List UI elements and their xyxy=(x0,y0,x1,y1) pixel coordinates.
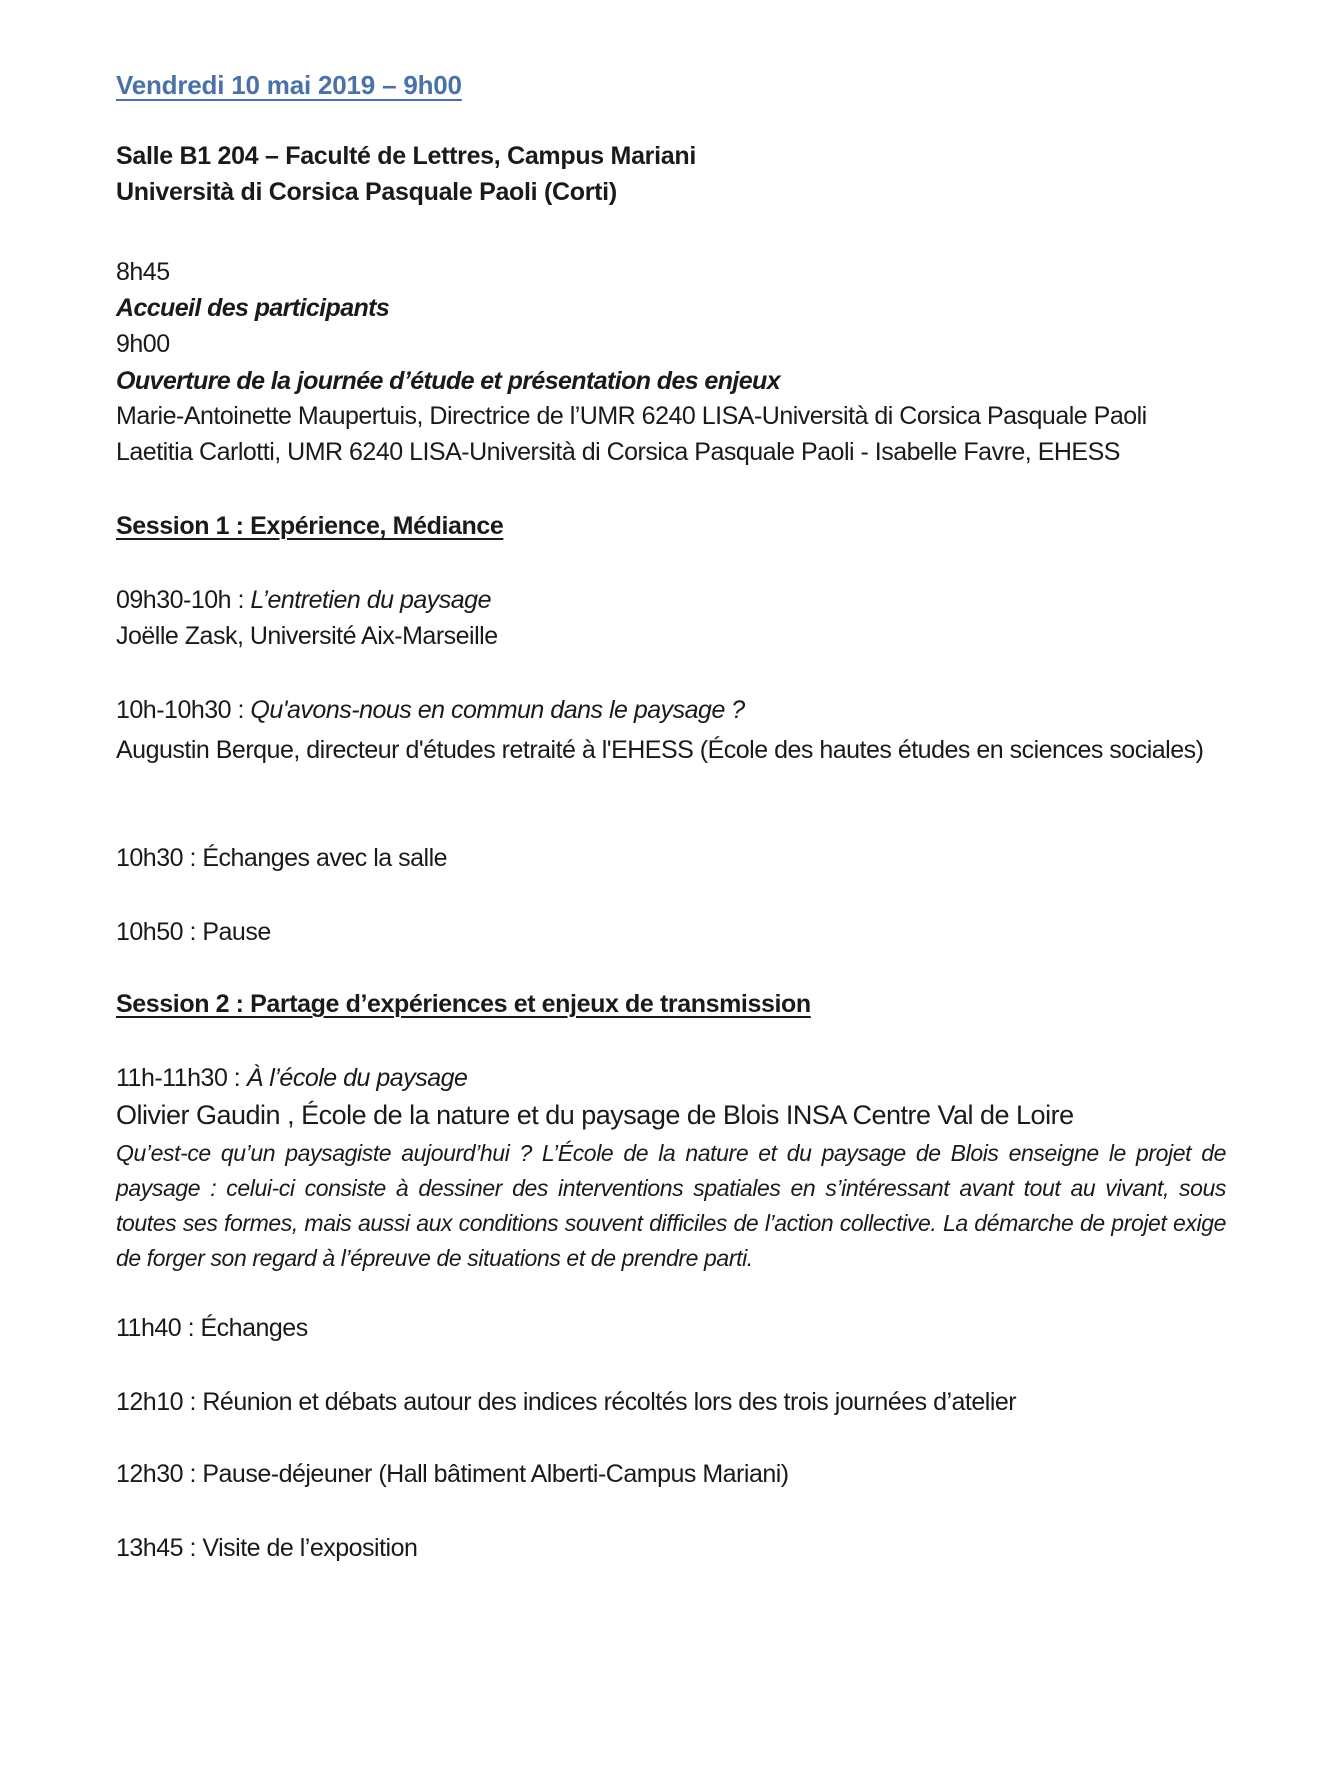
event-opening: Ouverture de la journée d’étude et présentation des enjeux xyxy=(116,367,780,395)
talk-2-line xyxy=(116,696,745,725)
talk-2-title: Qu'avons-nous en commun dans le paysage ? xyxy=(250,696,745,724)
venue-room: Salle B1 204 – Faculté de Lettres, Campus Mariani xyxy=(116,142,696,170)
talk-3-speaker: Olivier Gaudin , École de la nature et du paysage de Blois INSA Centre Val de Loire xyxy=(116,1100,1074,1130)
talk-3-line xyxy=(116,1064,467,1093)
schedule-item: 11h40 : Échanges xyxy=(116,1314,308,1342)
talk-1-speaker: Joëlle Zask, Université Aix-Marseille xyxy=(116,622,498,650)
session-2-heading: Session 2 : Partage d’expériences et enjeux de transmission xyxy=(116,990,811,1018)
venue-university: Università di Corsica Pasquale Paoli (Corti) xyxy=(116,178,617,206)
session-1-heading: Session 1 : Expérience, Médiance xyxy=(116,512,504,540)
pause-1: 10h50 : Pause xyxy=(116,918,271,946)
talk-1-time: 09h30-10h : xyxy=(116,586,251,614)
exchange-1: 10h30 : Échanges avec la salle xyxy=(116,844,448,872)
schedule-item: 12h10 : Réunion et débats autour des indices récoltés lors des trois journées d’atelier xyxy=(116,1388,1017,1416)
time-opening: 9h00 xyxy=(116,330,170,358)
talk-1-title: L’entretien du paysage xyxy=(250,586,491,614)
talk-3-description: Qu’est-ce qu’un paysagiste aujourd’hui ? L’École de la nature et du paysage de Blois enseigne le projet de paysage : celui-ci consiste à dessiner des interventions spatiales en s’intéressant avant tout au vivant, sous toutes ses formes, mais aussi aux conditions souvent difficiles de l’action collective. La démarche de projet exige de forger son regard à l’épreuve de situations et de prendre parti. xyxy=(116,1140,1226,1271)
talk-3-title: À l’école du paysage xyxy=(246,1064,468,1092)
schedule-item: 12h30 : Pause-déjeuner (Hall bâtiment Alberti-Campus Mariani) xyxy=(116,1460,789,1488)
opening-speaker-1: Marie-Antoinette Maupertuis, Directrice de l’UMR 6240 LISA-Università di Corsica Pasquale Paoli xyxy=(116,402,1147,430)
schedule-item: 13h45 : Visite de l’exposition xyxy=(116,1534,418,1562)
opening-speaker-2: Laetitia Carlotti, UMR 6240 LISA-Università di Corsica Pasquale Paoli - Isabelle Favre, EHESS xyxy=(116,438,1120,466)
talk-3-time: 11h-11h30 : xyxy=(116,1064,247,1092)
talk-2-time: 10h-10h30 : xyxy=(116,696,251,724)
event-welcome: Accueil des participants xyxy=(116,294,390,322)
time-welcome: 8h45 xyxy=(116,258,170,286)
date-title: Vendredi 10 mai 2019 – 9h00 xyxy=(116,70,462,100)
talk-2-speaker: Augustin Berque, directeur d'études retraité à l'EHESS (École des hautes études en sciences sociales) xyxy=(116,736,1204,764)
talk-1-line xyxy=(116,586,491,615)
